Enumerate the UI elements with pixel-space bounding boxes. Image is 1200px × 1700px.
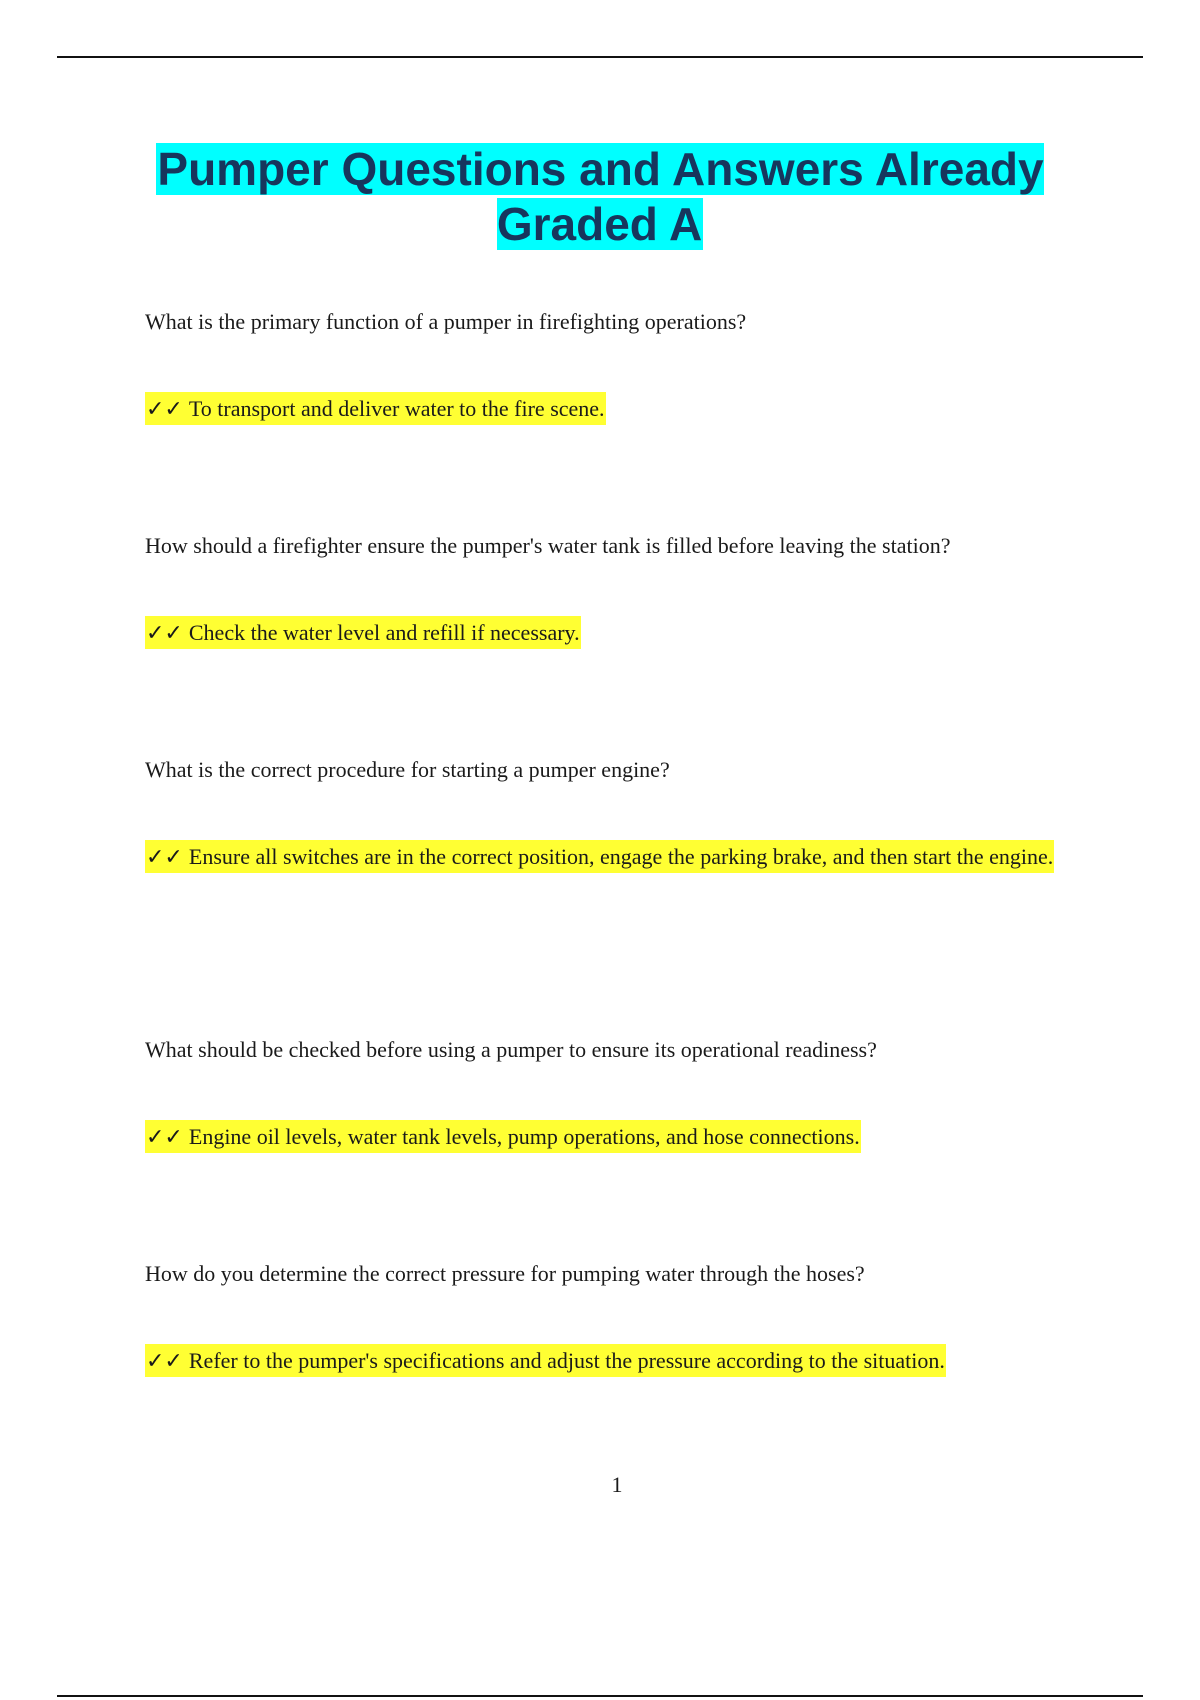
header-rule (57, 56, 1143, 58)
question-text: How do you determine the correct pressure for pumping water through the hoses? (145, 1261, 865, 1286)
answer-text (145, 378, 1075, 440)
question-text: How should a firefighter ensure the pumper's water tank is filled before leaving the station? (145, 533, 951, 558)
double-check-icon: ✓✓ (146, 397, 183, 422)
answer-text (145, 602, 1075, 664)
page-number: 1 (611, 1472, 623, 1497)
document-title (100, 142, 1100, 252)
qa-item-3 (145, 756, 1075, 888)
qa-item-2 (145, 532, 1075, 664)
answer-text (145, 1106, 1075, 1168)
footer-rule (57, 1695, 1143, 1697)
answer-label: To transport and deliver water to the fire scene. (188, 396, 605, 421)
answer-text (145, 826, 1075, 888)
double-check-icon: ✓✓ (146, 845, 183, 870)
answer-highlight (145, 616, 581, 649)
answer-text (145, 1330, 1075, 1392)
double-check-icon: ✓✓ (146, 1125, 183, 1150)
qa-item-4 (145, 1036, 1075, 1168)
qa-item-1 (145, 308, 1075, 440)
answer-label: Ensure all switches are in the correct position, engage the parking brake, and then start the engine. (188, 844, 1054, 869)
answer-highlight (145, 840, 1054, 873)
answer-highlight (145, 392, 606, 425)
double-check-icon: ✓✓ (146, 1349, 183, 1374)
answer-highlight (145, 1120, 861, 1153)
question-text: What should be checked before using a pumper to ensure its operational readiness? (145, 1037, 877, 1062)
double-check-icon: ✓✓ (146, 621, 183, 646)
question-text: What is the primary function of a pumper in firefighting operations? (145, 309, 747, 334)
title-highlight: Pumper Questions and Answers Already Graded A (157, 143, 1044, 250)
answer-label: Engine oil levels, water tank levels, pump operations, and hose connections. (188, 1124, 860, 1149)
answer-label: Check the water level and refill if necessary. (188, 620, 580, 645)
answer-label: Refer to the pumper's specifications and adjust the pressure according to the situation. (188, 1348, 945, 1373)
qa-item-5 (145, 1260, 1075, 1392)
answer-highlight (145, 1344, 946, 1377)
question-text: What is the correct procedure for starting a pumper engine? (145, 757, 670, 782)
